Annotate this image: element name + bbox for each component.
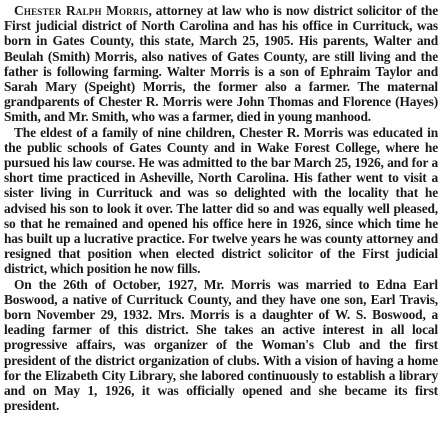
biography-page [4, 3, 438, 413]
paragraph-1 [4, 3, 438, 125]
paragraph-2: The eldest of a family of nine children, Chester R. Morris was educated in the public schools of Gates County and in Wake Forest College, where he pursued his law course. He was admitted to the bar March 25, 1926, and for a short time practiced in Asheville, North Carolina. His father went to visit a sister living in Currituck and was so delighted with the locality that he advised his son to look it over. The latter did so and was equally well pleased, so that he remained and opened his office here in 1926, since which time he has built up a lucrative practice. For twelve years he was county attorney and resigned that position when elected district solicitor of the First judicial district, which position he now fills. [4, 124, 438, 277]
paragraph-1-text: , attorney at law who is now district solicitor of the First judicial district of North Carolina and has his office in Currituck, was born in Gates County, this state, March 25, 1905. His parents, Walter and Beulah (Smith) Morris, also natives of Gates County, are still living and the father is following farming. Walter Morris is a son of Ephraim Taylor and Sarah Mary (Speight) Morris, the former also a farmer. The maternal grandparents of Chester R. Morris were John Thomas and Florence (Hayes) Smith, and Mr. Smith, who was a farmer, died in young manhood. [4, 3, 439, 125]
subject-name: Chester Ralph Morris [14, 3, 149, 18]
paragraph-3: On the 26th of October, 1927, Mr. Morris was married to Edna Earl Boswood, a native of Currituck County, and they have one son, Earl Travis, born November 29, 1932. Mrs. Morris is a daughter of W. S. Boswood, a leading farmer of this district. She takes an active interest in all local progressive affairs, was organizer of the Woman's Club and the first president of the district organization of clubs. With a vision of having a home for the Elizabeth City Library, she labored continuously to establish a library and on May 1, 1926, it was officially opened and she became its first president. [4, 276, 438, 414]
